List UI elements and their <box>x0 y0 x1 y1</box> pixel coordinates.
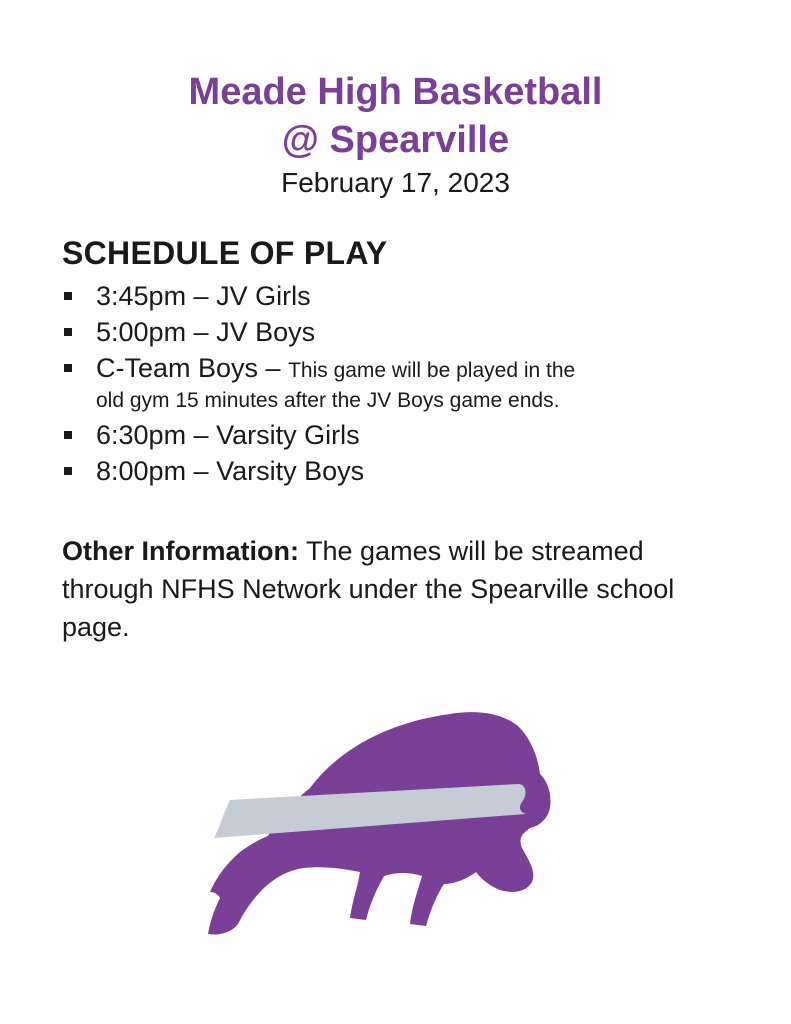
schedule-heading: SCHEDULE OF PLAY <box>62 235 388 271</box>
bullet-icon <box>64 364 72 372</box>
schedule-item-text: C-Team Boys – <box>96 353 289 383</box>
bullet-icon <box>64 431 72 439</box>
bullet-icon <box>64 467 72 475</box>
page-title-line-1: Meade High Basketball <box>188 71 603 113</box>
page-title-line-2: @ Spearville <box>281 119 510 161</box>
schedule-item-varsity-girls <box>62 417 762 453</box>
schedule-item-text: 6:30pm – Varsity Girls <box>96 420 360 450</box>
schedule-item-text: 5:00pm – JV Boys <box>96 317 316 347</box>
bullet-icon <box>64 328 72 336</box>
schedule-item-jv-girls <box>62 278 762 314</box>
bullet-icon <box>64 292 72 300</box>
schedule-list <box>62 278 762 489</box>
other-information-text: The games will be streamed through NFHS Network under the Spearville school page. <box>62 536 675 642</box>
schedule-item-c-team-boys <box>62 350 762 417</box>
schedule-item-text: 8:00pm – Varsity Boys <box>96 456 365 486</box>
event-date: February 17, 2023 <box>281 167 510 198</box>
schedule-item-text: 3:45pm – JV Girls <box>96 281 311 311</box>
other-information-label: Other Information: <box>62 536 299 566</box>
buffalo-logo-icon <box>200 700 560 940</box>
other-information <box>62 532 742 646</box>
schedule-item-note-continued: old gym 15 minutes after the JV Boys game ends. <box>96 389 560 412</box>
schedule-item-note: This game will be played in the <box>288 359 576 382</box>
schedule-item-varsity-boys <box>62 453 762 489</box>
schedule-item-jv-boys <box>62 314 762 350</box>
